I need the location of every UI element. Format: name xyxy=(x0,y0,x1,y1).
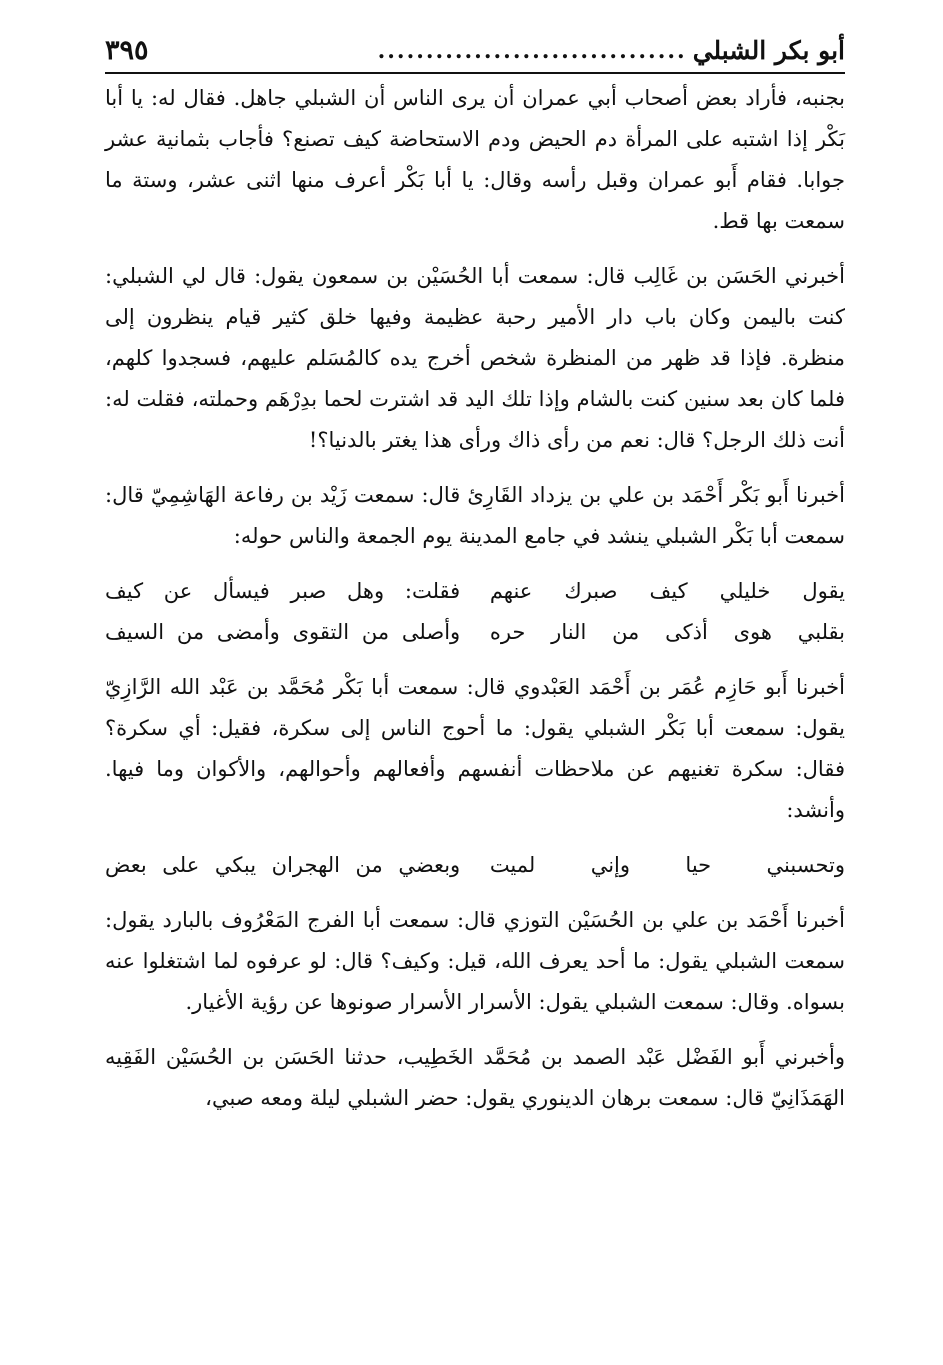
verse-line xyxy=(105,612,845,653)
running-header xyxy=(105,30,845,74)
paragraph-6: وأخبرني أَبو الفَضْل عَبْد الصمد بن مُحَمَّد الخَطِيب، حدثنا الحَسَن بن الحُسَيْن الفَقِيه الهَمَذَانِيّ قال: سمعت برهان الدينوري يقول: حضر الشبلي ليلة ومعه صبي، xyxy=(105,1045,845,1110)
paragraph-1: بجنبه، فأراد بعض أصحاب أبي عمران أن يرى الناس أن الشبلي جاهل. فقال له: يا أبا بَكْر إذا اشتبه على المرأة دم الحيض ودم الاستحاضة كيف تصنع؟ فأجاب بثمانية عشر جوابا. فقام أَبو عمران وقبل رأسه وقال: يا أبا بَكْر أعرف منها اثنى عشر، وستة ما سمعت بها قط. xyxy=(105,86,845,233)
paragraph-4: أخبرنا أَبو حَازِم عُمَر بن أَحْمَد العَبْدوي قال: سمعت أبا بَكْر مُحَمَّد بن عَبْد الله الرَّازِيّ يقول: سمعت أبا بَكْر الشبلي يقول: ما أحوج الناس إلى سكرة، فقيل: أي سكرة؟ فقال: سكرة تغنيهم عن ملاحظات أنفسهم وأفعالهم وأحوالهم، والأكوان وما فيها. وأنشد: xyxy=(105,675,846,822)
verse-second-hemistich: فقلت: وهل صبر فيسأل عن كيف xyxy=(105,579,461,603)
book-page xyxy=(105,30,845,1119)
paragraph-5: أخبرنا أَحْمَد بن علي بن الحُسَيْن التوزي قال: سمعت أبا الفرج المَعْرُوف بالبارد يقول: سمعت الشبلي يقول: ما أحد يعرف الله، قيل: وكيف؟ قال: لو عرفوه لما اشتغلوا عنه بسواه. وقال: سمعت الشبلي يقول: الأسرار الأسرار صونوها عن رؤية الأغيار. xyxy=(105,908,845,1014)
verse-line xyxy=(105,845,845,886)
paragraph-2: أخبرني الحَسَن بن غَالِب قال: سمعت أبا الحُسَيْن بن سمعون يقول: قال لي الشبلي: كنت باليمن وكان باب دار الأمير رحبة عظيمة وفيها خلق كثير قيام ينظرون إلى منظرة. فإذا قد ظهر من المنظرة شخص أخرج يده كالمُسَلم عليهم، فسجدوا كلهم، فلما كان بعد سنين كنت بالشام وإذا تلك اليد قد اشترت لحما بدِرْهَم وحملته، فقلت له: أنت ذلك الرجل؟ قال: نعم من رأى ذاك ورأى هذا يغتر بالدنيا؟! xyxy=(105,264,846,452)
poem-1 xyxy=(105,571,845,653)
verse-line xyxy=(105,571,845,612)
verse-second-hemistich: وبعضي من الهجران يبكي على بعض xyxy=(105,853,461,877)
poem-2 xyxy=(105,845,845,886)
page-number: ٣٩٥ xyxy=(105,35,149,66)
verse-first-hemistich: يقول خليلي كيف صبرك عنهم xyxy=(489,579,845,603)
verse-first-hemistich: بقلبي هوى أذكى من النار حره xyxy=(489,620,845,644)
verse-first-hemistich: وتحسبني حيا وإني لميت xyxy=(489,853,845,877)
paragraph-3: أخبرنا أَبو بَكْر أَحْمَد بن علي بن يزداد القَارِئ قال: سمعت زَيْد بن رفاعة الهَاشِمِيّ قال: سمعت أبا بَكْر الشبلي ينشد في جامع المدينة يوم الجمعة والناس حوله: xyxy=(105,483,845,548)
leader-dots: ................................ xyxy=(377,38,687,64)
verse-second-hemistich: وأصلى من التقوى وأمضى من السيف xyxy=(105,620,461,644)
running-title: أبو بكر الشبلي xyxy=(692,36,845,65)
